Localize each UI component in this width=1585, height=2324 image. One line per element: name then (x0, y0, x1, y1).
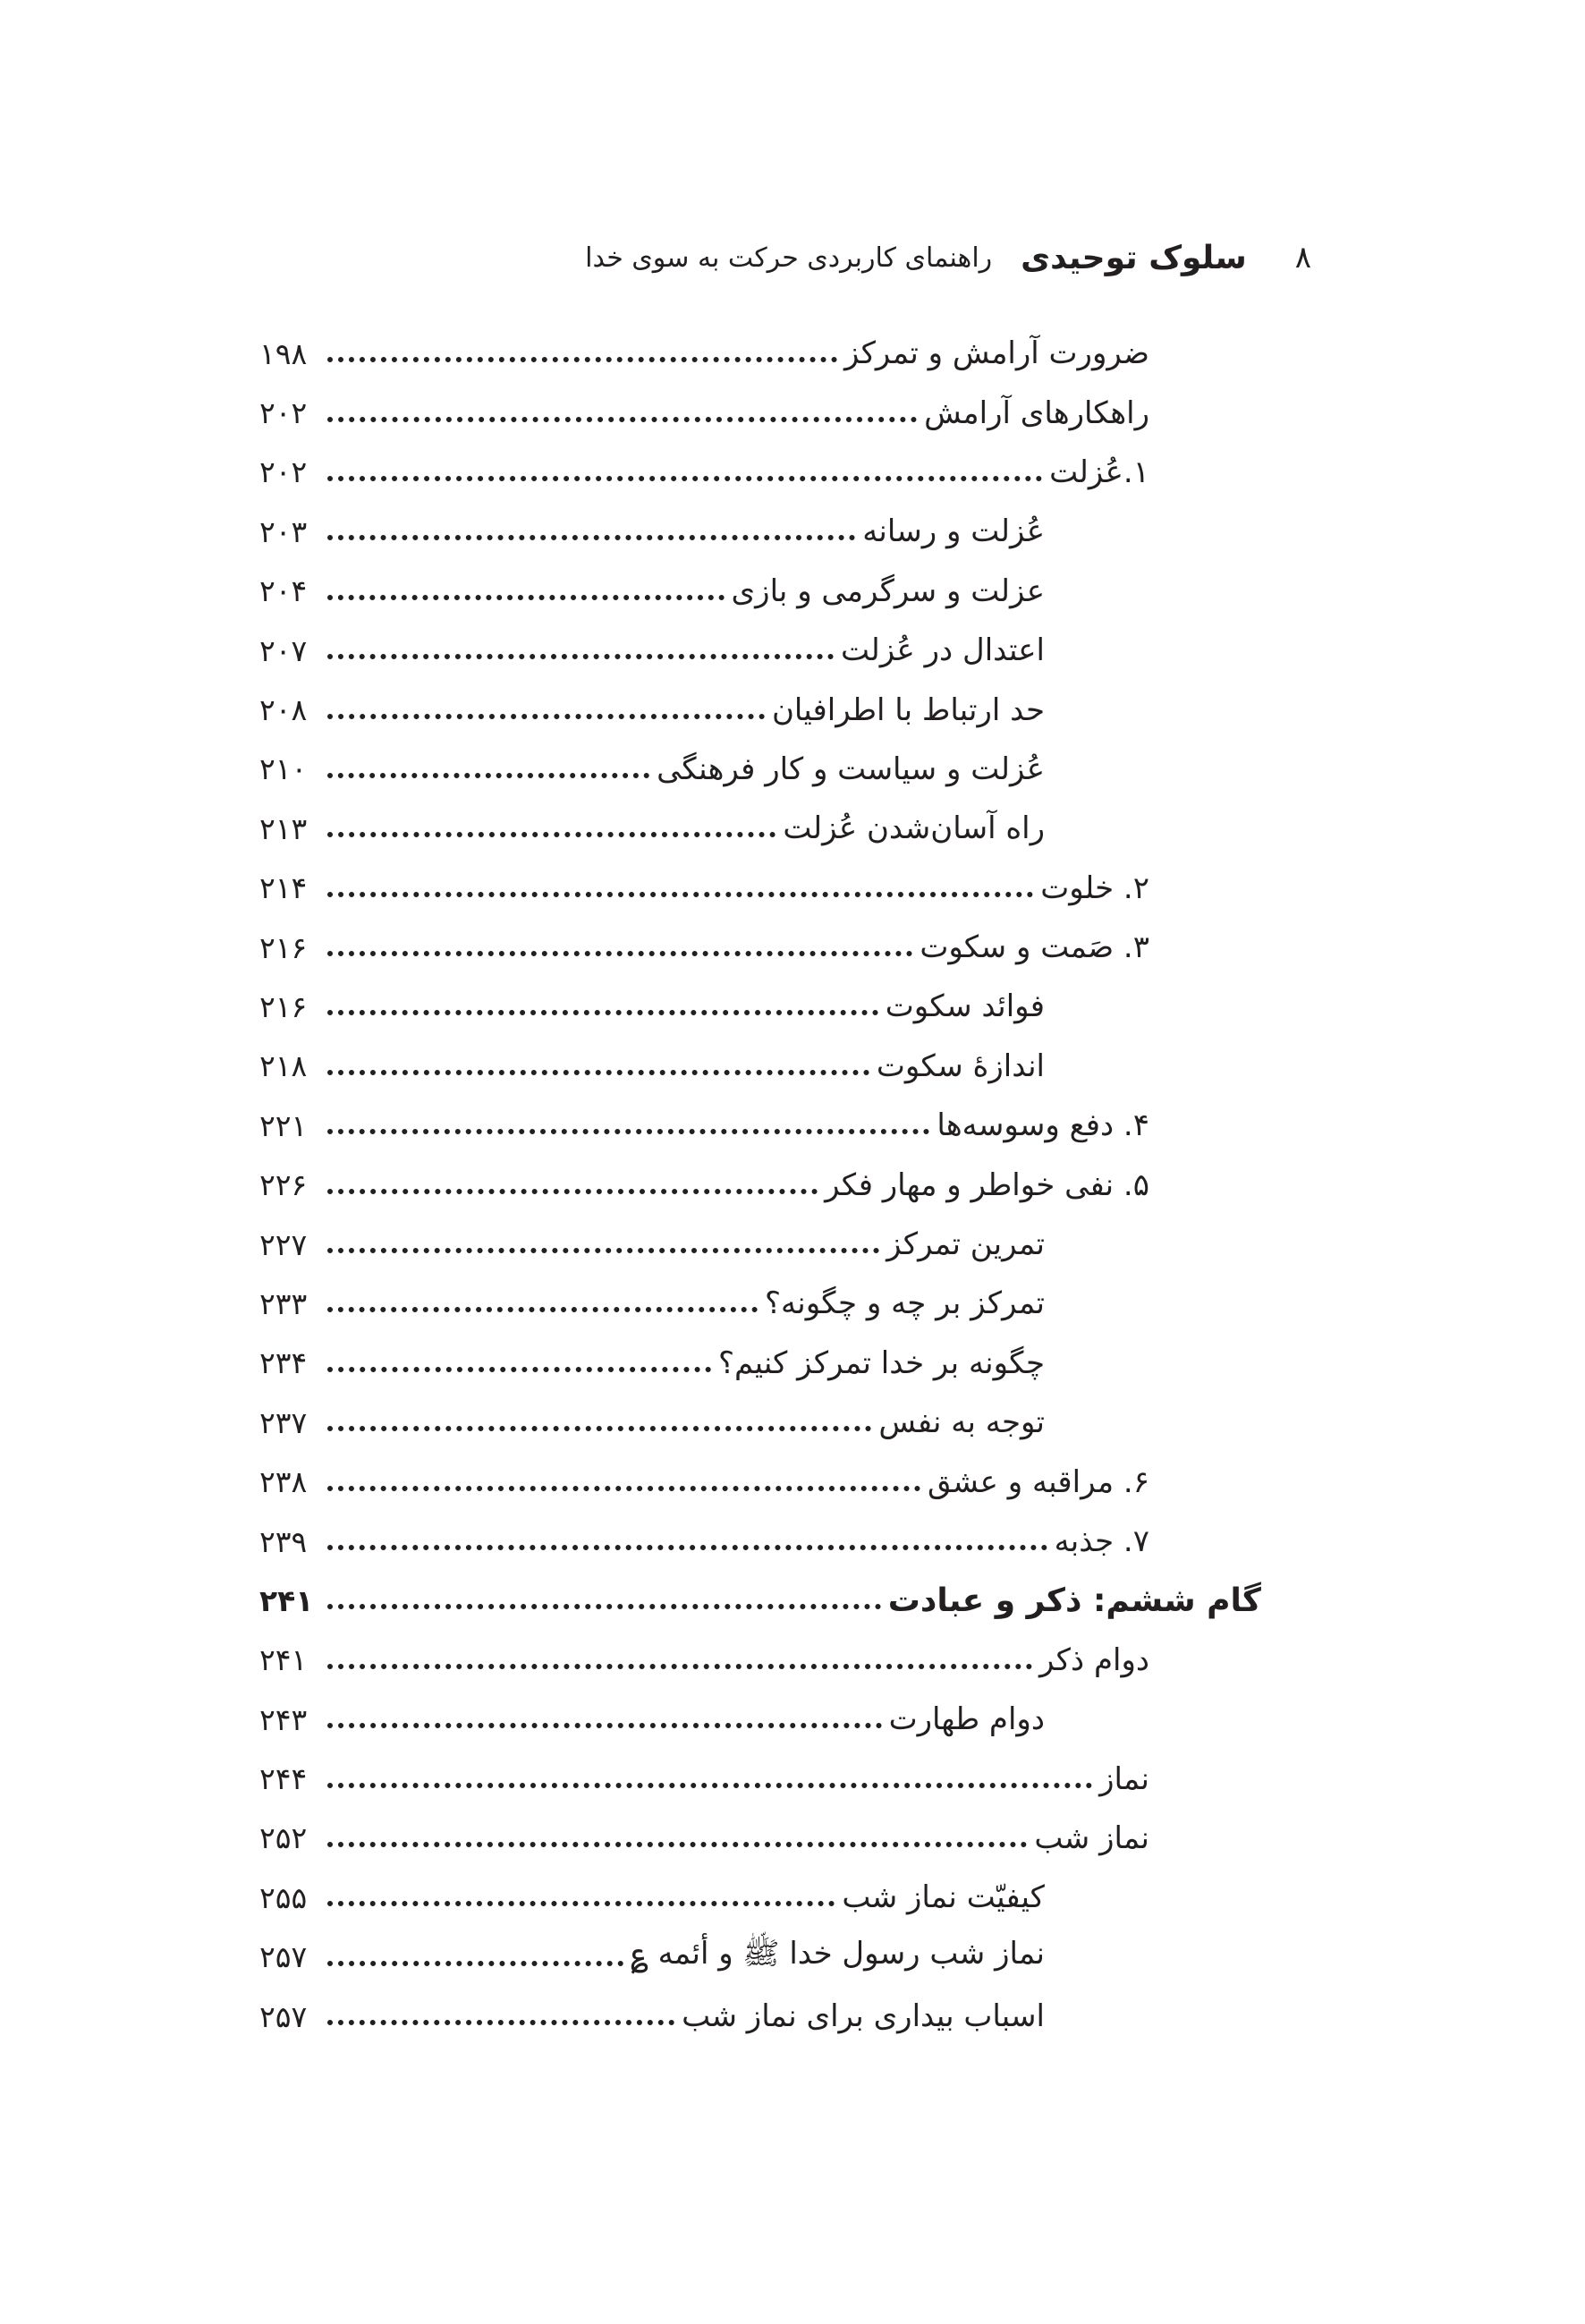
toc-entry[interactable] (259, 562, 1045, 621)
toc-row (259, 1096, 1261, 1155)
toc-entry[interactable] (259, 1155, 1149, 1214)
dot-leader (327, 2020, 674, 2025)
dot-leader (327, 892, 1033, 897)
toc-row (259, 1928, 1261, 1987)
toc-entry[interactable] (259, 1037, 1045, 1096)
toc-entry-title: عزلت و سرگرمی و بازی (731, 573, 1045, 609)
dot-leader (327, 1901, 835, 1906)
toc-page-number: ۲۱۶ (259, 929, 308, 965)
toc-entry-title: اندازهٔ سکوت (876, 1047, 1045, 1084)
toc-entry-title: تمرکز بر چه و چگونه؟ (764, 1285, 1045, 1322)
toc-row (259, 324, 1261, 383)
toc-row (259, 1155, 1261, 1214)
dot-leader (327, 417, 917, 422)
dot-leader (327, 714, 765, 719)
toc-row (259, 1037, 1261, 1096)
toc-entry[interactable] (259, 1809, 1149, 1868)
toc-entry[interactable] (259, 1571, 1261, 1630)
toc-page-number: ۲۴۱ (259, 1582, 314, 1618)
toc-page-number: ۲۰۸ (259, 692, 308, 728)
toc-page-number: ۲۰۲ (259, 454, 308, 490)
toc-row (259, 1571, 1261, 1630)
toc-entry[interactable] (259, 1274, 1045, 1333)
book-title: سلوک توحیدی (1021, 239, 1247, 276)
toc-entry[interactable] (259, 1928, 1045, 1987)
toc-entry-title: ضرورت آرامش و تمرکز (843, 335, 1149, 372)
toc-row (259, 740, 1261, 799)
toc-entry-title: اسباب بیداری برای نماز شب (682, 1998, 1045, 2035)
toc-row (259, 1512, 1261, 1571)
toc-page-number: ۲۰۷ (259, 632, 308, 668)
toc-page-number: ۲۰۳ (259, 513, 308, 549)
toc-entry[interactable] (259, 1868, 1045, 1927)
toc-entry[interactable] (259, 1631, 1149, 1690)
toc-entry-title: گام ششم: ذکر و عبادت (887, 1582, 1261, 1619)
dot-leader (327, 1248, 879, 1253)
toc-page-number: ۲۰۲ (259, 395, 308, 431)
dot-leader (327, 1783, 1092, 1788)
toc-entry[interactable] (259, 1452, 1149, 1511)
dot-leader (327, 773, 649, 778)
toc-page-number: ۱۹۸ (259, 335, 308, 371)
toc-row (259, 1749, 1261, 1808)
toc-page-number: ۲۱۰ (259, 751, 308, 787)
toc-entry-title: ۶. مراقبه و عشق (927, 1463, 1149, 1500)
toc-row (259, 1987, 1261, 2046)
toc-entry[interactable] (259, 324, 1149, 383)
dot-leader (327, 1604, 881, 1609)
toc-entry[interactable] (259, 680, 1045, 739)
dot-leader (327, 1189, 818, 1194)
toc-page-number: ۲۴۳ (259, 1701, 308, 1737)
toc-page-number: ۲۲۱ (259, 1107, 308, 1143)
toc-entry-title: ۷. جذبه (1054, 1523, 1149, 1559)
toc-entry-title: ۳. صَمت و سکوت (920, 929, 1149, 966)
toc-entry[interactable] (259, 1215, 1045, 1274)
toc-row (259, 918, 1261, 977)
toc-row (259, 562, 1261, 621)
toc-row (259, 383, 1261, 442)
toc-row (259, 1809, 1261, 1868)
toc-row (259, 1393, 1261, 1452)
toc-entry-title: راه آسان‌شدن عُزلت (783, 810, 1045, 847)
toc-row (259, 1690, 1261, 1749)
toc-row (259, 680, 1261, 739)
toc-entry-title: نماز (1099, 1760, 1149, 1797)
toc-row (259, 1868, 1261, 1927)
dot-leader (327, 654, 834, 659)
toc-page-number: ۲۳۷ (259, 1404, 308, 1440)
toc-page-number: ۲۳۳ (259, 1285, 308, 1321)
dot-leader (327, 1961, 623, 1966)
dot-leader (327, 1070, 869, 1075)
dot-leader (327, 535, 855, 540)
book-subtitle: راهنمای کاربردی حرکت به سوی خدا (585, 242, 993, 274)
toc-page-number: ۲۳۴ (259, 1345, 308, 1381)
toc-row (259, 502, 1261, 561)
toc-entry[interactable] (259, 621, 1045, 680)
toc-entry[interactable] (259, 1987, 1045, 2046)
toc-page-number: ۲۵۲ (259, 1820, 308, 1856)
dot-leader (327, 476, 1042, 481)
toc-entry-title: نماز شب (1034, 1819, 1149, 1856)
toc-entry[interactable] (259, 383, 1149, 442)
toc-row (259, 1274, 1261, 1333)
dot-leader (327, 1842, 1027, 1847)
toc-entry-title: راهکارهای آرامش (924, 394, 1149, 431)
dot-leader (327, 1486, 920, 1491)
toc-entry[interactable] (259, 502, 1045, 561)
toc-row (259, 443, 1261, 502)
toc-entry[interactable] (259, 1393, 1045, 1452)
toc-entry[interactable] (259, 918, 1149, 977)
toc-row (259, 799, 1261, 858)
toc-page-number: ۲۴۱ (259, 1642, 308, 1678)
toc-entry-title: چگونه بر خدا تمرکز کنیم؟ (717, 1344, 1045, 1381)
toc-row (259, 1334, 1261, 1393)
dot-leader (327, 1129, 929, 1134)
toc-entry[interactable] (259, 740, 1045, 799)
toc-row (259, 1452, 1261, 1511)
toc-entry-title: ۴. دفع وسوسه‌ها (937, 1107, 1149, 1144)
toc-entry[interactable] (259, 1096, 1149, 1155)
toc-entry-title: توجه به نفس (878, 1404, 1045, 1441)
toc-entry-title: ۲. خلوت (1040, 869, 1149, 906)
toc-entry-title: عُزلت و سیاست و کار فرهنگی (657, 751, 1045, 787)
toc-page-number: ۲۱۴ (259, 870, 308, 906)
toc-entry[interactable] (259, 977, 1045, 1036)
dot-leader (327, 1426, 871, 1431)
toc-page-number: ۲۳۹ (259, 1523, 308, 1559)
dot-leader (327, 832, 776, 837)
dot-leader (327, 1545, 1047, 1550)
toc-page-number: ۲۱۶ (259, 988, 308, 1024)
dot-leader (327, 1307, 758, 1312)
toc-entry-title: نماز شب رسول خدا ﷺ و أئمه ؏ (630, 1936, 1045, 1972)
dot-leader (327, 357, 837, 362)
toc-page-number: ۲۱۸ (259, 1048, 308, 1084)
toc-page-number: ۲۵۷ (259, 1939, 308, 1975)
page-number: ۸ (1294, 240, 1311, 276)
toc-entry-title: فوائد سکوت (885, 988, 1045, 1025)
toc-entry-title: عُزلت و رسانه (862, 513, 1045, 550)
table-of-contents (259, 324, 1261, 2046)
toc-entry[interactable] (259, 859, 1149, 918)
toc-row (259, 1631, 1261, 1690)
toc-row (259, 859, 1261, 918)
toc-page-number: ۲۴۴ (259, 1761, 308, 1797)
toc-entry-title: دوام ذکر (1039, 1641, 1149, 1678)
toc-entry-title: کیفیّت نماز شب (842, 1879, 1045, 1916)
dot-leader (327, 1723, 882, 1728)
dot-leader (327, 1367, 711, 1372)
toc-page-number: ۲۳۸ (259, 1464, 308, 1500)
toc-page-number: ۲۱۳ (259, 810, 308, 846)
toc-entry[interactable] (259, 1690, 1045, 1749)
toc-entry-title: ۱.عُزلت (1049, 454, 1149, 490)
toc-entry-title: دوام طهارت (888, 1701, 1045, 1738)
toc-page-number: ۲۵۷ (259, 1998, 308, 2034)
toc-row (259, 621, 1261, 680)
toc-page-number: ۲۰۴ (259, 573, 308, 609)
toc-page-number: ۲۵۵ (259, 1879, 308, 1915)
running-header (585, 231, 1311, 284)
toc-entry[interactable] (259, 1512, 1149, 1571)
toc-entry[interactable] (259, 443, 1149, 502)
toc-page-number: ۲۲۷ (259, 1226, 308, 1262)
toc-entry[interactable] (259, 1334, 1045, 1393)
dot-leader (327, 595, 725, 600)
toc-entry[interactable] (259, 799, 1045, 858)
toc-entry-title: حد ارتباط با اطرافیان (771, 691, 1045, 728)
toc-entry-title: ۵. نفی خواطر و مهار فکر (825, 1166, 1149, 1203)
toc-entry[interactable] (259, 1749, 1149, 1808)
toc-page-number: ۲۲۶ (259, 1167, 308, 1203)
dot-leader (327, 1664, 1032, 1669)
toc-entry-title: تمرین تمرکز (886, 1226, 1045, 1263)
dot-leader (327, 951, 912, 956)
dot-leader (327, 1010, 878, 1015)
toc-row (259, 1215, 1261, 1274)
toc-row (259, 977, 1261, 1036)
toc-entry-title: اعتدال در عُزلت (841, 632, 1045, 669)
